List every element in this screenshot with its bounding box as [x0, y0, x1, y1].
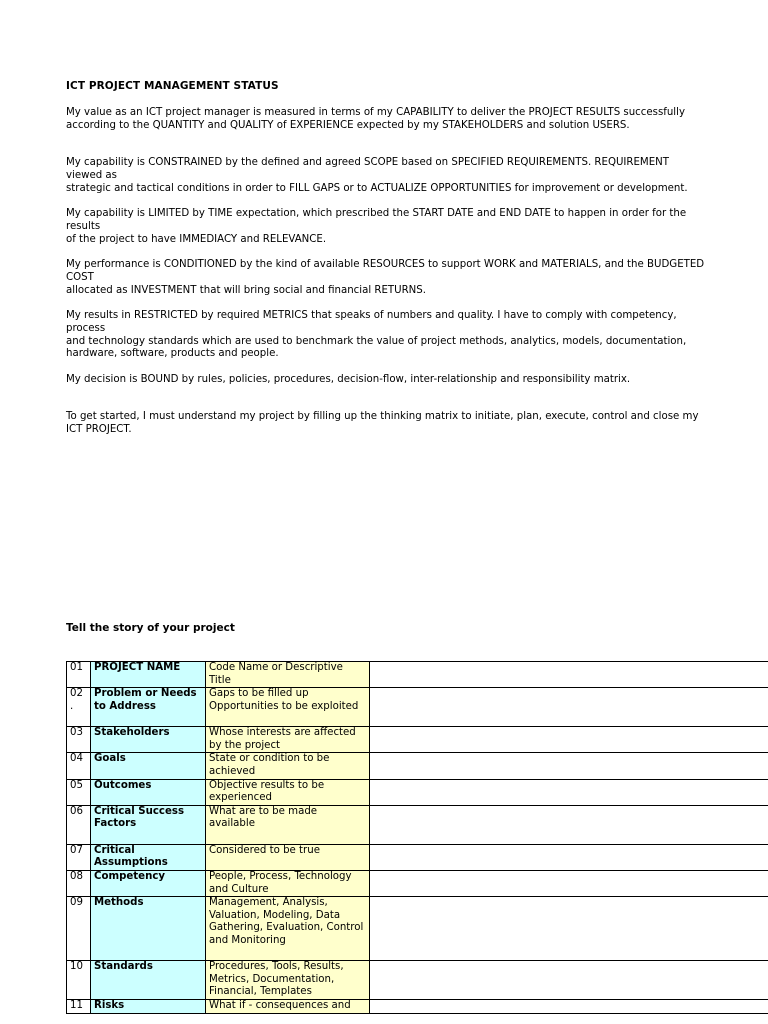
paragraph-line: ICT PROJECT. [66, 423, 132, 435]
paragraph-line: according to the QUANTITY and QUALITY of EXPERIENCE expected by my STAKEHOLDERS and solution USERS. [66, 119, 630, 131]
row-number-cell [67, 753, 91, 779]
project-story-table [66, 661, 768, 1014]
cell-text: Critical Assumptions [94, 844, 168, 869]
row-description-cell [206, 961, 370, 1000]
answer-cell[interactable] [370, 779, 768, 805]
cell-text: 03 [70, 727, 83, 739]
cell-text: Opportunities to be exploited [209, 700, 359, 712]
cell-text: experienced [209, 792, 272, 804]
paragraph-line: To get started, I must understand my project by filling up the thinking matrix to initiate, plan, execute, control and close my [66, 411, 699, 422]
row-description-cell [206, 805, 370, 844]
row-label-cell [91, 870, 206, 896]
row-label-cell [91, 727, 206, 753]
cell-text: achieved [209, 765, 256, 777]
cell-text: Standards [94, 961, 153, 973]
row-description-cell [206, 844, 370, 870]
paragraph-time [66, 208, 706, 246]
row-number-cell [67, 727, 91, 753]
cell-text: Problem or Needs [94, 688, 197, 700]
cell-text: Financial, Templates [209, 986, 312, 998]
row-number-cell [67, 779, 91, 805]
row-number-cell [67, 897, 91, 961]
row-label-cell [91, 805, 206, 844]
cell-text: State or condition to be [209, 753, 330, 765]
answer-cell[interactable] [370, 688, 768, 727]
paragraph-capability [66, 107, 706, 133]
cell-text: Stakeholders [94, 727, 170, 739]
table-row [67, 961, 768, 1000]
cell-text: Whose interests are affected [209, 727, 356, 739]
cell-text: 09 [70, 897, 83, 909]
row-label-cell [91, 961, 206, 1000]
paragraph-decision [66, 374, 706, 387]
cell-text: 05 [70, 779, 83, 791]
cell-text: Methods [94, 897, 144, 909]
row-label-cell [91, 844, 206, 870]
row-description-cell [206, 688, 370, 727]
row-number-cell [67, 1000, 91, 1014]
paragraph-line: and technology standards which are used to benchmark the value of project methods, analytics, models, documentation, [66, 335, 687, 347]
answer-cell[interactable] [370, 1000, 768, 1014]
row-label-cell [91, 688, 206, 727]
cell-text: People, Process, Technology [209, 870, 352, 882]
answer-cell[interactable] [370, 844, 768, 870]
paragraph-line: My performance is CONDITIONED by the kind of available RESOURCES to support WORK and MATERIALS, and the BUDGETED COST [66, 259, 705, 283]
cell-text: . [70, 700, 74, 712]
story-section-title: Tell the story of your project [66, 622, 235, 634]
document-title: ICT PROJECT MANAGEMENT STATUS [66, 80, 279, 92]
row-description-cell [206, 662, 370, 688]
cell-text: Risks [94, 1000, 125, 1012]
row-label-cell [91, 897, 206, 961]
cell-text: 02 [70, 688, 83, 700]
table-row [67, 662, 768, 688]
cell-text: by the project [209, 739, 281, 751]
table-row [67, 1000, 768, 1014]
row-label-cell [91, 753, 206, 779]
cell-text: 06 [70, 805, 83, 817]
cell-text: Goals [94, 753, 126, 765]
answer-cell[interactable] [370, 727, 768, 753]
row-number-cell [67, 662, 91, 688]
paragraph-resources [66, 259, 706, 297]
row-label-cell [91, 1000, 206, 1014]
paragraph-line: My results in RESTRICTED by required METRICS that speaks of numbers and quality. I have to comply with competency, process [66, 310, 677, 334]
paragraph-line: strategic and tactical conditions in order to FILL GAPS or to ACTUALIZE OPPORTUNITIES for improvement or development. [66, 182, 688, 194]
cell-text: What if - consequences and [209, 1000, 351, 1012]
paragraph-line: My capability is LIMITED by TIME expectation, which prescribed the START DATE and END DATE to happen in order for the results [66, 208, 687, 232]
row-number-cell [67, 805, 91, 844]
cell-text: Outcomes [94, 779, 152, 791]
row-description-cell [206, 897, 370, 961]
cell-text: PROJECT NAME [94, 662, 181, 673]
answer-cell[interactable] [370, 662, 768, 688]
cell-text: Considered to be true [209, 844, 320, 856]
answer-cell[interactable] [370, 805, 768, 844]
cell-text: 08 [70, 870, 83, 882]
cell-text: 01 [70, 662, 83, 673]
cell-text: Code Name or Descriptive Title [209, 662, 343, 686]
answer-cell[interactable] [370, 897, 768, 961]
table-row [67, 844, 768, 870]
paragraph-line: My decision is BOUND by rules, policies, procedures, decision-flow, inter-relationship and responsibility matrix. [66, 374, 631, 385]
row-description-cell [206, 753, 370, 779]
cell-text: Metrics, Documentation, [209, 973, 335, 985]
cell-text: Valuation, Modeling, Data [209, 909, 341, 921]
paragraph-line: allocated as INVESTMENT that will bring social and financial RETURNS. [66, 284, 427, 296]
answer-cell[interactable] [370, 753, 768, 779]
table-row [67, 779, 768, 805]
row-description-cell [206, 870, 370, 896]
row-number-cell [67, 961, 91, 1000]
cell-text: 04 [70, 753, 83, 765]
cell-text: Competency [94, 870, 166, 882]
cell-text: and Monitoring [209, 934, 286, 946]
paragraph-line: of the project to have IMMEDIACY and RELEVANCE. [66, 233, 327, 245]
row-label-cell [91, 779, 206, 805]
table-row [67, 805, 768, 844]
cell-text: to Address [94, 700, 156, 712]
row-number-cell [67, 688, 91, 727]
cell-text: and Culture [209, 883, 269, 895]
row-description-cell [206, 779, 370, 805]
cell-text: 11 [70, 1000, 83, 1012]
cell-text: Objective results to be [209, 779, 325, 791]
paragraph-line: hardware, software, products and people. [66, 348, 279, 360]
table-row [67, 897, 768, 961]
table-row [67, 753, 768, 779]
row-description-cell [206, 1000, 370, 1014]
cell-text: Gathering, Evaluation, Control [209, 922, 364, 934]
cell-text: 10 [70, 961, 83, 973]
table-row [67, 688, 768, 727]
paragraph-metrics [66, 310, 706, 361]
row-label-cell [91, 662, 206, 688]
answer-cell[interactable] [370, 870, 768, 896]
paragraph-get-started [66, 411, 706, 437]
cell-text: Critical Success [94, 805, 185, 817]
cell-text: 07 [70, 844, 83, 856]
row-number-cell [67, 870, 91, 896]
cell-text: What are to be made available [209, 805, 318, 830]
cell-text: Procedures, Tools, Results, [209, 961, 344, 973]
row-description-cell [206, 727, 370, 753]
paragraph-line: My capability is CONSTRAINED by the defined and agreed SCOPE based on SPECIFIED REQUIREMENTS. REQUIREMENT viewed as [66, 157, 670, 181]
row-number-cell [67, 844, 91, 870]
paragraph-scope [66, 157, 706, 195]
table-row [67, 727, 768, 753]
cell-text: Management, Analysis, [209, 897, 328, 909]
cell-text: Gaps to be filled up [209, 688, 309, 700]
table-row [67, 870, 768, 896]
paragraph-line: My value as an ICT project manager is measured in terms of my CAPABILITY to deliver the PROJECT RESULTS successfully [66, 107, 685, 118]
cell-text: Factors [94, 818, 137, 830]
answer-cell[interactable] [370, 961, 768, 1000]
